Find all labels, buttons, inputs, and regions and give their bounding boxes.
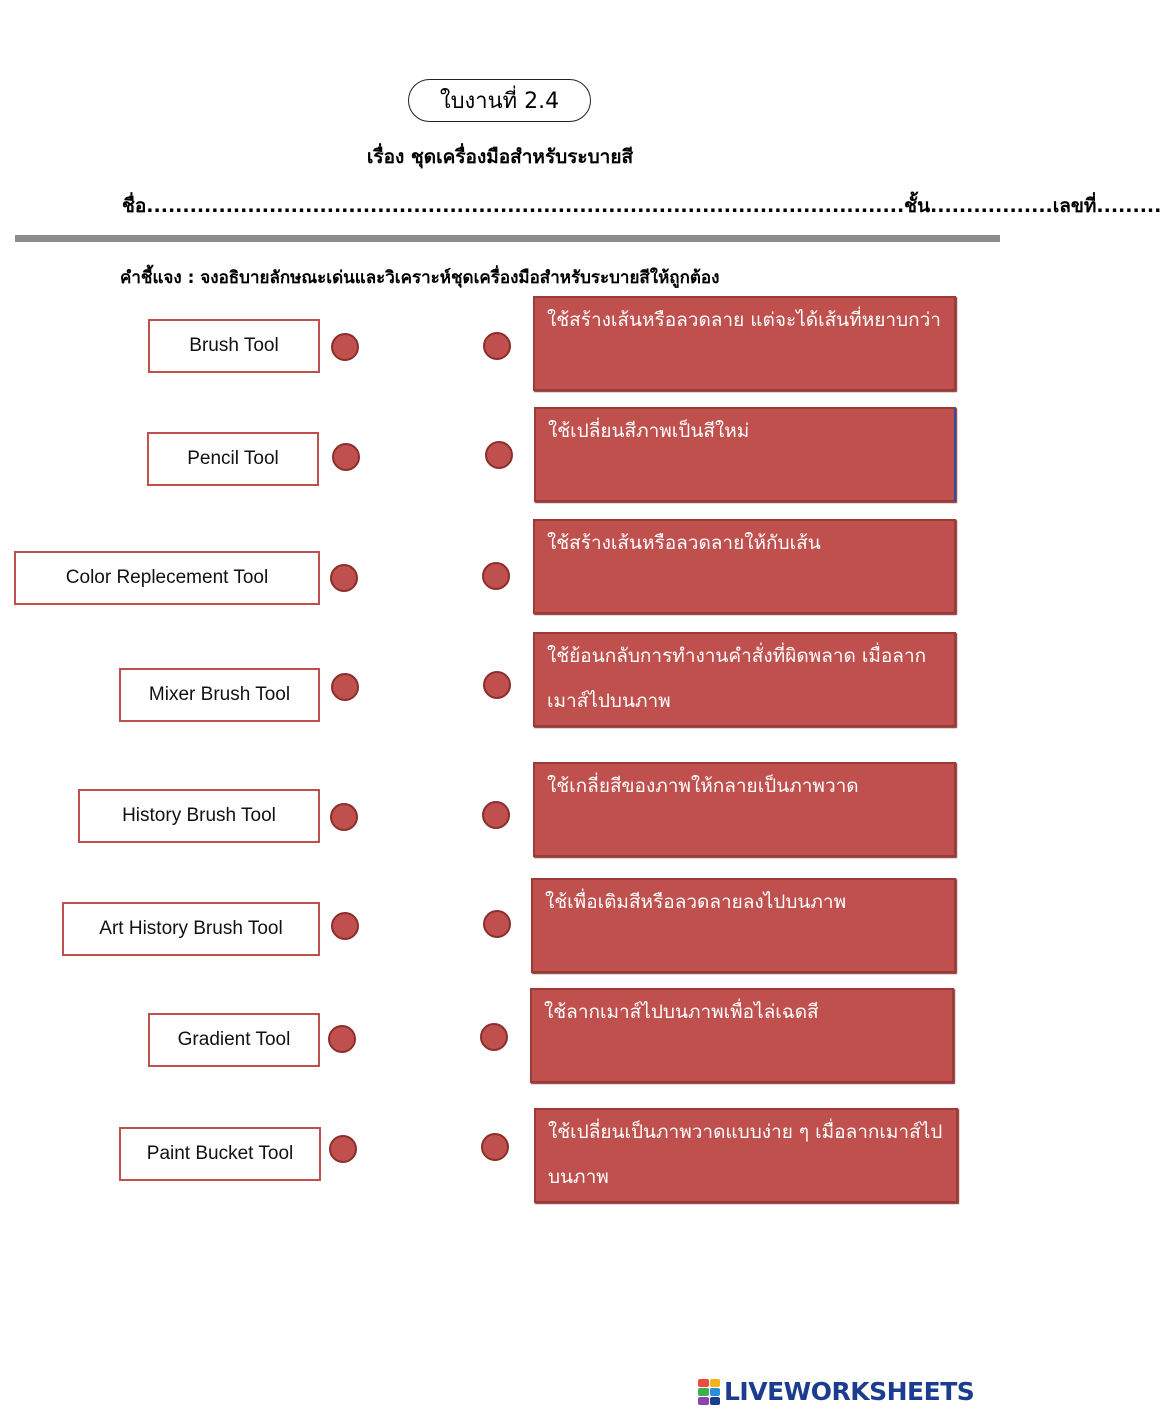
right-match-dot-6[interactable] xyxy=(483,910,511,938)
description-box-8[interactable]: ใช้เปลี่ยนเป็นภาพวาดแบบง่าย ๆ เมื่อลากเมาส์ไปบนภาพ xyxy=(534,1108,958,1203)
description-box-3[interactable]: ใช้สร้างเส้นหรือลวดลายให้กับเส้น xyxy=(533,519,956,614)
left-match-dot-4[interactable] xyxy=(331,673,359,701)
left-match-dot-5[interactable] xyxy=(330,803,358,831)
left-match-dot-8[interactable] xyxy=(329,1135,357,1163)
worksheet-title: ใบงานที่ 2.4 xyxy=(408,79,591,122)
tool-box-gradient[interactable]: Gradient Tool xyxy=(148,1013,320,1067)
tool-box-history-brush[interactable]: History Brush Tool xyxy=(78,789,320,843)
right-match-dot-1[interactable] xyxy=(483,332,511,360)
right-match-dot-7[interactable] xyxy=(480,1023,508,1051)
liveworksheets-logo-text: LIVEWORKSHEETS xyxy=(724,1377,975,1406)
tool-box-color-replacement[interactable]: Color Replecement Tool xyxy=(14,551,320,605)
left-match-dot-2[interactable] xyxy=(332,443,360,471)
tool-box-paint-bucket[interactable]: Paint Bucket Tool xyxy=(119,1127,321,1181)
left-match-dot-1[interactable] xyxy=(331,333,359,361)
right-match-dot-3[interactable] xyxy=(482,562,510,590)
description-box-6[interactable]: ใช้เพื่อเติมสีหรือลวดลายลงไปบนภาพ xyxy=(531,878,956,973)
tool-box-brush[interactable]: Brush Tool xyxy=(148,319,320,373)
right-match-dot-5[interactable] xyxy=(482,801,510,829)
description-box-2[interactable]: ใช้เปลี่ยนสีภาพเป็นสีใหม่ xyxy=(534,407,956,502)
description-box-4[interactable]: ใช้ย้อนกลับการทำงานคำสั่งที่ผิดพลาด เมื่อลากเมาส์ไปบนภาพ xyxy=(533,632,956,727)
tool-box-art-history-brush[interactable]: Art History Brush Tool xyxy=(62,902,320,956)
student-info-line: ชื่อ.........................................................................................................ชั้น.................เลขที่......... xyxy=(122,195,1161,217)
description-box-7[interactable]: ใช้ลากเมาส์ไปบนภาพเพื่อไล่เฉดสี xyxy=(530,988,954,1083)
tool-box-pencil[interactable]: Pencil Tool xyxy=(147,432,319,486)
liveworksheets-logo-icon xyxy=(698,1379,720,1405)
worksheet-subtitle: เรื่อง ชุดเครื่องมือสำหรับระบายสี xyxy=(366,146,634,168)
right-match-dot-2[interactable] xyxy=(485,441,513,469)
instruction-text: คำชี้แจง : จงอธิบายลักษณะเด่นและวิเคราะห์ชุดเครื่องมือสำหรับระบายสีให้ถูกต้อง xyxy=(120,268,720,288)
left-match-dot-3[interactable] xyxy=(330,564,358,592)
liveworksheets-logo xyxy=(698,1377,974,1406)
description-box-5[interactable]: ใช้เกลี่ยสีของภาพให้กลายเป็นภาพวาด xyxy=(533,762,956,857)
tool-box-mixer-brush[interactable]: Mixer Brush Tool xyxy=(119,668,320,722)
right-match-dot-8[interactable] xyxy=(481,1133,509,1161)
left-match-dot-6[interactable] xyxy=(331,912,359,940)
header-divider xyxy=(15,235,1000,242)
description-box-1[interactable]: ใช้สร้างเส้นหรือลวดลาย แต่จะได้เส้นที่หยาบกว่า xyxy=(533,296,956,391)
right-match-dot-4[interactable] xyxy=(483,671,511,699)
left-match-dot-7[interactable] xyxy=(328,1025,356,1053)
